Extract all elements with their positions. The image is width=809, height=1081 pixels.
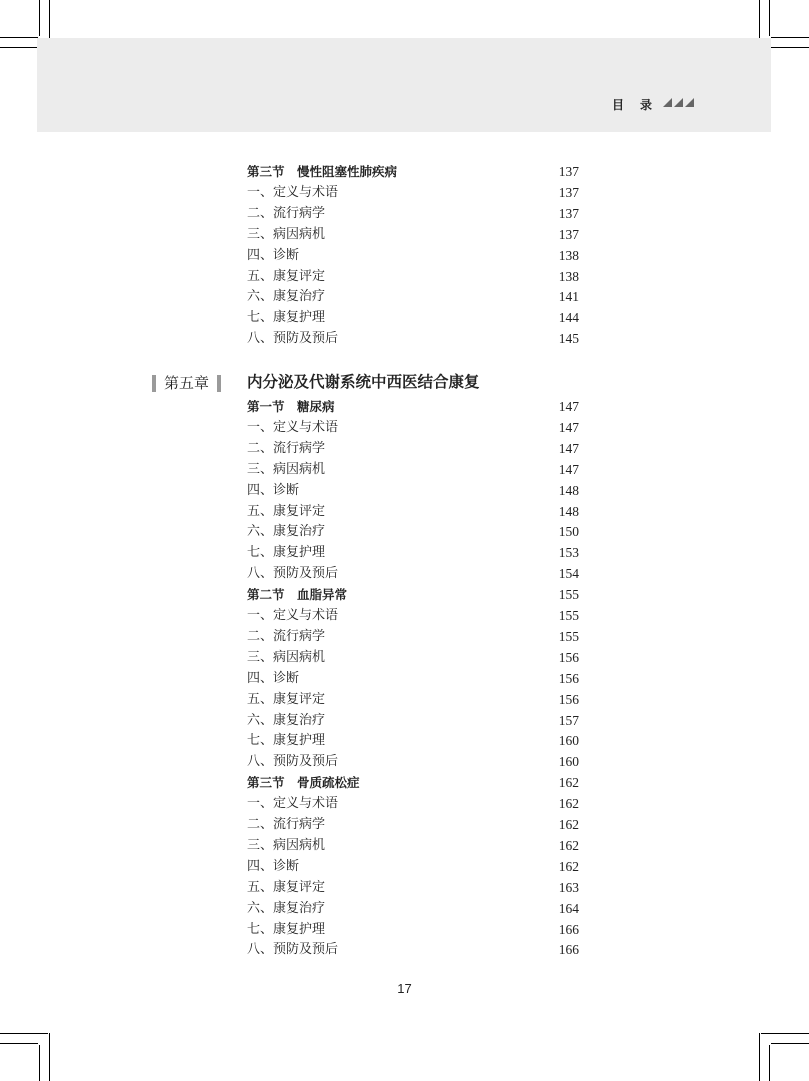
toc-entry-title: 第一节 糖尿病	[247, 399, 335, 414]
toc-entry-title: 一、定义与术语	[247, 796, 339, 812]
toc-item-row[interactable]	[247, 460, 579, 480]
crop-mark	[771, 37, 809, 38]
toc-entry-page: 156	[558, 649, 579, 665]
toc-entry-page: 162	[558, 796, 579, 812]
toc-item-row[interactable]	[247, 606, 579, 626]
toc-item-row[interactable]	[247, 543, 579, 563]
toc-entry-title: 五、康复评定	[247, 268, 326, 284]
toc-entry-title: 五、康复评定	[247, 503, 326, 519]
toc-item-row[interactable]	[247, 752, 579, 772]
toc-entry-title: 四、诊断	[247, 858, 300, 874]
toc-entry-page: 153	[558, 545, 579, 561]
toc-entry-page: 154	[558, 566, 579, 582]
toc-entry-page: 166	[558, 942, 579, 958]
crop-mark	[759, 1033, 760, 1081]
toc-entry-title: 一、定义与术语	[247, 608, 339, 623]
toc-entry-page: 137	[558, 184, 579, 200]
chapter-bar-left	[152, 375, 156, 392]
toc-item-row[interactable]	[247, 627, 579, 647]
toc-item-row[interactable]	[247, 731, 579, 751]
crop-mark	[771, 1043, 809, 1044]
toc-entry-page: 155	[558, 628, 579, 644]
toc-entry-title: 一、定义与术语	[247, 419, 339, 435]
chapter-label-text: 第五章	[164, 374, 210, 392]
header-band	[37, 38, 771, 132]
toc-entry-page: 157	[558, 712, 579, 728]
toc-entry-title: 五、康复评定	[247, 691, 326, 707]
header-title-left: 目	[611, 98, 626, 112]
toc-entry-page: 138	[558, 268, 579, 284]
toc-section-row[interactable]	[247, 773, 579, 793]
toc-entry-page: 145	[558, 331, 579, 347]
toc-entry-title: 八、预防及预后	[247, 331, 339, 347]
toc-entry-page: 162	[558, 817, 579, 832]
toc-entry-page: 156	[558, 691, 579, 707]
toc-item-row[interactable]	[247, 940, 579, 960]
triangles-icon	[663, 98, 703, 110]
toc-entry-page: 156	[558, 670, 579, 686]
crop-mark	[0, 37, 38, 38]
page-number: 17	[397, 981, 412, 996]
toc-entry-page: 160	[558, 754, 579, 770]
toc-entry-title: 七、康复护理	[247, 921, 326, 937]
toc-entry-title: 三、病因病机	[247, 461, 326, 477]
toc-entry-title: 三、病因病机	[247, 226, 326, 242]
toc-item-row[interactable]	[247, 711, 579, 731]
crop-mark	[769, 1045, 770, 1081]
toc-item-row[interactable]	[247, 669, 579, 689]
toc-item-row[interactable]	[247, 899, 579, 919]
toc-item-row[interactable]	[247, 522, 579, 542]
toc-item-row[interactable]	[247, 878, 579, 898]
toc-entry-page: 147	[558, 440, 579, 456]
toc-entry-page: 162	[558, 858, 579, 874]
toc-entry-page: 137	[558, 226, 579, 242]
toc-item-row[interactable]	[247, 920, 579, 940]
toc-section-row[interactable]	[247, 162, 579, 182]
toc-entry-title: 七、康复护理	[247, 733, 326, 749]
crop-mark	[769, 0, 770, 36]
toc-entry-page: 160	[558, 733, 579, 749]
header-title-right: 录	[639, 98, 654, 112]
chapter-bar-right	[217, 375, 221, 392]
toc-entry-page: 137	[558, 164, 579, 179]
toc-entry-title: 五、康复评定	[247, 879, 326, 895]
toc-entry-title: 第三节 骨质疏松症	[247, 775, 360, 791]
crop-mark	[39, 1045, 40, 1081]
toc-item-row[interactable]	[247, 183, 579, 203]
toc-section-row[interactable]	[247, 585, 579, 605]
toc-entry-page: 150	[558, 524, 579, 540]
toc-entry-title: 二、流行病学	[247, 628, 326, 644]
toc-item-row[interactable]	[247, 246, 579, 266]
toc-entry-page: 148	[558, 503, 579, 519]
chapter-label	[152, 371, 221, 393]
toc-entry-page: 162	[558, 775, 579, 791]
toc-entry-page: 141	[558, 289, 579, 305]
toc-entry-title: 四、诊断	[247, 482, 300, 498]
toc-item-row[interactable]	[247, 502, 579, 522]
toc-entry-title: 第二节 血脂异常	[247, 587, 348, 603]
toc-entry-page: 155	[558, 587, 579, 603]
toc-entry-title: 二、流行病学	[247, 440, 326, 456]
toc-entry-title: 七、康复护理	[247, 310, 326, 326]
toc-entry-page: 164	[558, 900, 579, 916]
toc-item-row[interactable]	[247, 648, 579, 668]
crop-mark	[0, 1033, 48, 1034]
toc-entry-title: 七、康复护理	[247, 545, 326, 561]
toc-entry-page: 137	[558, 205, 579, 221]
toc-item-row[interactable]	[247, 690, 579, 710]
toc-entry-title: 六、康复治疗	[247, 712, 326, 728]
toc-item-row[interactable]	[247, 564, 579, 584]
header-title	[612, 96, 654, 113]
toc-item-row[interactable]	[247, 329, 579, 349]
toc-entry-title: 四、诊断	[247, 670, 300, 686]
toc-item-row[interactable]	[247, 287, 579, 307]
toc-entry-page: 144	[558, 310, 579, 326]
toc-entry-title: 第三节 慢性阻塞性肺疾病	[247, 164, 398, 179]
chapter-title: 内分泌及代谢系统中西医结合康复	[247, 372, 480, 391]
toc-item-row[interactable]	[247, 308, 579, 328]
toc-entry-title: 八、预防及预后	[247, 754, 339, 770]
toc-item-row[interactable]	[247, 267, 579, 287]
toc-entry-page: 147	[558, 419, 579, 435]
toc-entry-title: 三、病因病机	[247, 837, 326, 853]
toc-entry-title: 二、流行病学	[247, 205, 326, 221]
toc-entry-page: 148	[558, 482, 579, 498]
crop-mark	[761, 1033, 809, 1034]
toc-item-row[interactable]	[247, 815, 579, 835]
toc-entry-title: 六、康复治疗	[247, 289, 326, 305]
toc-item-row[interactable]	[247, 836, 579, 856]
toc-entry-page: 162	[558, 837, 579, 853]
crop-mark	[39, 0, 40, 36]
toc-entry-page: 163	[558, 879, 579, 895]
toc-entry-title: 二、流行病学	[247, 817, 326, 832]
toc-entry-title: 一、定义与术语	[247, 184, 339, 200]
toc-entry-title: 三、病因病机	[247, 649, 326, 665]
toc-item-row[interactable]	[247, 481, 579, 501]
toc-entry-page: 147	[558, 399, 579, 414]
toc-item-row[interactable]	[247, 857, 579, 877]
toc-entry-page: 155	[558, 608, 579, 623]
toc-entry-title: 八、预防及预后	[247, 566, 339, 582]
toc-entry-title: 六、康复治疗	[247, 900, 326, 916]
toc-entry-page: 138	[558, 247, 579, 263]
toc-entry-page: 166	[558, 921, 579, 937]
toc-entry-title: 四、诊断	[247, 247, 300, 263]
toc-item-row[interactable]	[247, 225, 579, 245]
toc-item-row[interactable]	[247, 204, 579, 224]
toc-item-row[interactable]	[247, 418, 579, 438]
toc-item-row[interactable]	[247, 439, 579, 459]
toc-entry-title: 八、预防及预后	[247, 942, 339, 958]
toc-entry-page: 147	[558, 461, 579, 477]
crop-mark	[0, 1043, 38, 1044]
toc-section-row[interactable]	[247, 397, 579, 417]
toc-item-row[interactable]	[247, 794, 579, 814]
toc-entry-title: 六、康复治疗	[247, 524, 326, 540]
crop-mark	[49, 1033, 50, 1081]
